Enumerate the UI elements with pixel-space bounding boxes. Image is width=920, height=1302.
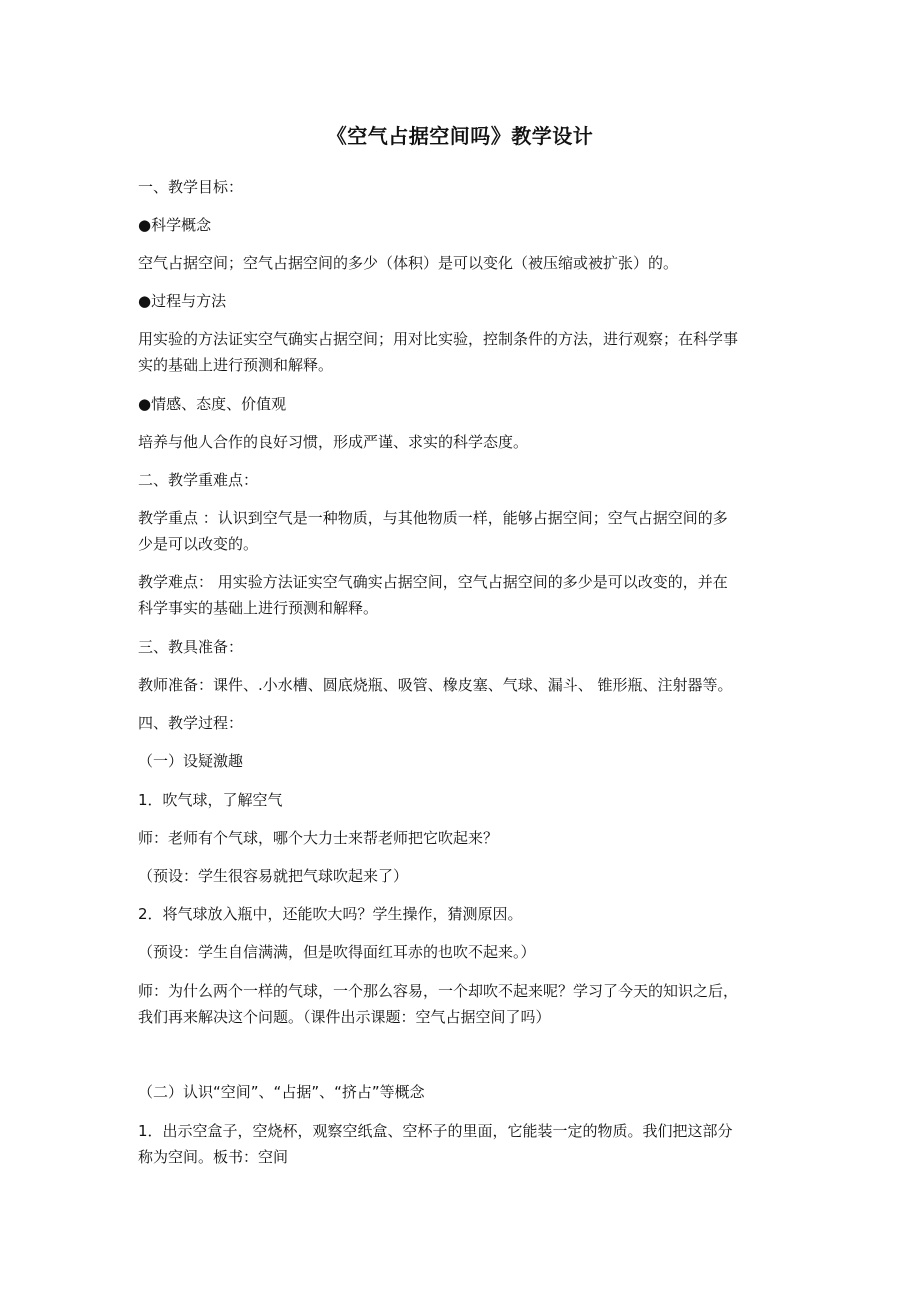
paragraph-line: 教学难点： 用实验方法证实空气确实占据空间，空气占据空间的多少是可以改变的，并在 xyxy=(138,573,728,591)
section-heading-goals: 一、教学目标： xyxy=(138,178,244,196)
paragraph-line: 少是可以改变的。 xyxy=(138,535,259,553)
subheading-science-concept: ●科学概念 xyxy=(138,216,212,234)
section-heading-process: 四、教学过程： xyxy=(138,714,244,732)
subsection-heading: （一）设疑激趣 xyxy=(138,752,244,770)
paragraph-line: 科学事实的基础上进行预测和解释。 xyxy=(138,599,379,617)
subsection-heading: （二）认识“空间”、“占据”、“挤占”等概念 xyxy=(138,1083,425,1101)
paragraph-line: 用实验的方法证实空气确实占据空间；用对比实验，控制条件的方法，进行观察；在科学事 xyxy=(138,330,739,348)
section-heading-materials: 三、教具准备： xyxy=(138,638,244,656)
paragraph: 空气占据空间；空气占据空间的多少（体积）是可以变化（被压缩或被扩张）的。 xyxy=(138,254,679,272)
paragraph-line: 实的基础上进行预测和解释。 xyxy=(138,356,334,374)
paragraph-line: 教学重点 ：认识到空气是一种物质，与其他物质一样，能够占据空间；空气占据空间的多 xyxy=(138,509,728,527)
section-heading-key-points: 二、教学重难点： xyxy=(138,471,259,489)
paragraph: 师：老师有个气球，哪个大力士来帮老师把它吹起来？ xyxy=(138,829,499,847)
paragraph-line: 1．出示空盒子，空烧杯，观察空纸盒、空杯子的里面，它能装一定的物质。我们把这部分 xyxy=(138,1122,733,1140)
paragraph: （预设：学生很容易就把气球吹起来了） xyxy=(138,867,409,885)
paragraph-line: 我们再来解决这个问题。（课件出示课题：空气占据空间了吗） xyxy=(138,1008,551,1026)
paragraph-line: 师：为什么两个一样的气球，一个那么容易，一个却吹不起来呢？学习了今天的知识之后， xyxy=(138,982,739,1000)
subheading-process-method: ●过程与方法 xyxy=(138,292,227,310)
paragraph-line: 称为空间。板书：空间 xyxy=(138,1148,289,1166)
document-title: 《空气占据空间吗》教学设计 xyxy=(326,124,594,148)
step-heading: 1．吹气球，了解空气 xyxy=(138,791,283,809)
subheading-attitude-values: ●情感、态度、价值观 xyxy=(138,395,287,413)
paragraph: （预设：学生自信满满，但是吹得面红耳赤的也吹不起来。） xyxy=(138,943,536,961)
paragraph: 培养与他人合作的良好习惯，形成严谨、求实的科学态度。 xyxy=(138,433,529,451)
step-heading: 2．将气球放入瓶中，还能吹大吗？学生操作，猜测原因。 xyxy=(138,905,523,923)
paragraph: 教师准备：课件、.小水槽、圆底烧瓶、吸管、橡皮塞、气球、漏斗、 锥形瓶、注射器等。 xyxy=(138,676,733,694)
